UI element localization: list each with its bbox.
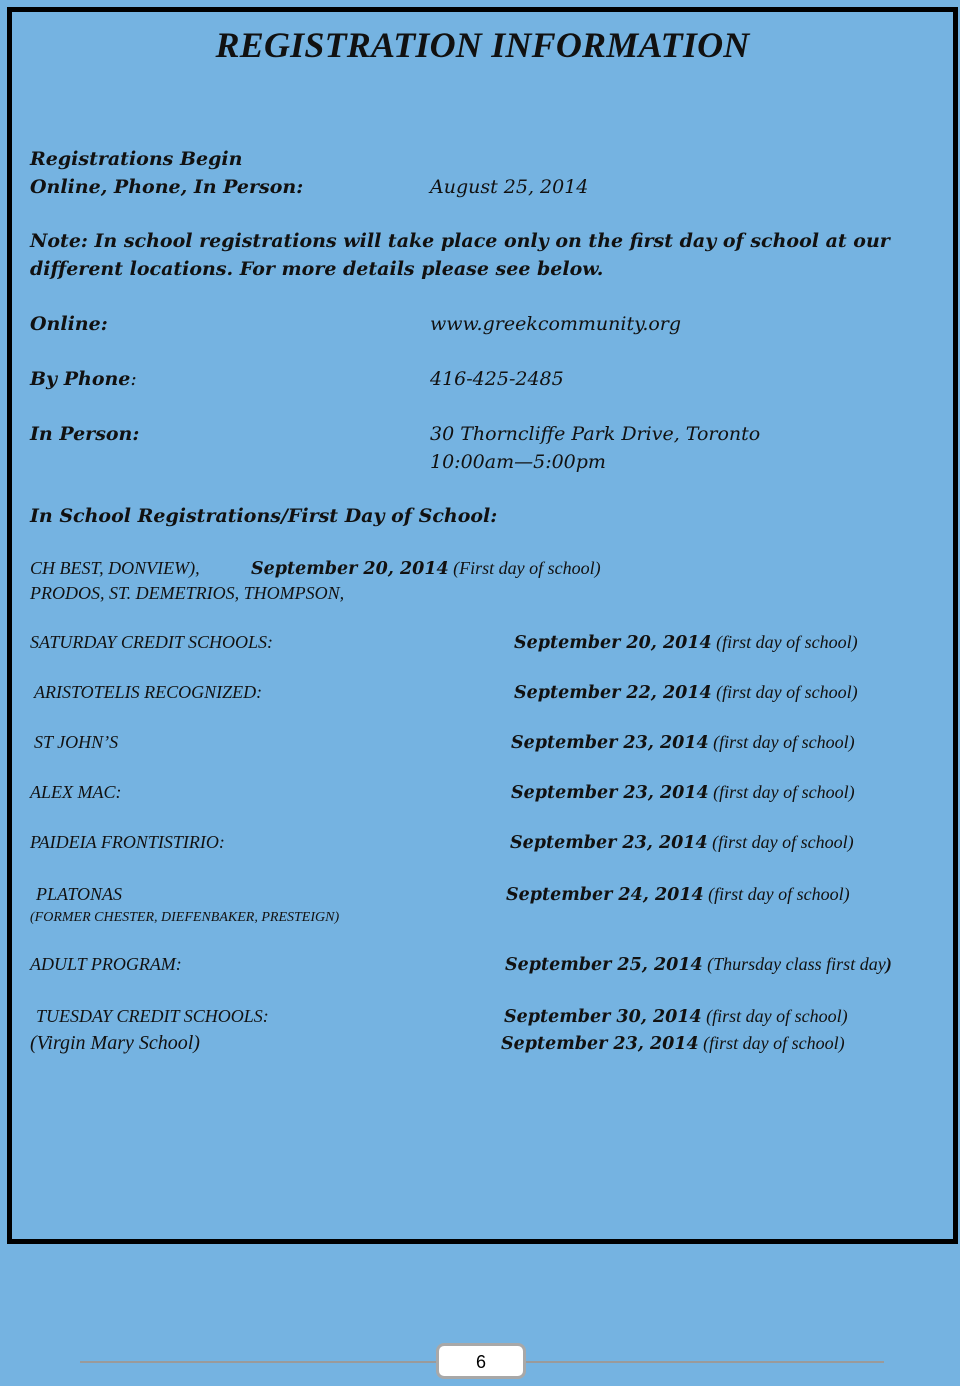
first-group-date: September 20, 2014 [251,559,449,579]
first-group-schools-line-2: PRODOS, ST. DEMETRIOS, THOMPSON, [30,583,345,603]
school-name: PAIDEIA FRONTISTIRIO: [30,832,225,852]
in-person-hours: 10:00am—5:00pm [430,451,606,473]
school-date: September 24, 2014 [506,885,704,905]
school-date-line [514,632,858,653]
school-note: (Thursday class first day [702,954,886,974]
first-group-date-line [251,558,601,579]
school-date: September 22, 2014 [514,683,712,703]
school-date: September 23, 2014 [511,783,709,803]
school-name: ST JOHN’S [34,732,119,752]
online-url[interactable]: www.greekcommunity.org [430,313,682,335]
registration-modes-label: Online, Phone, In Person: [30,176,304,198]
school-name: SATURDAY CREDIT SCHOOLS: [30,632,274,652]
in-person-label: In Person: [30,423,140,445]
school-date: September 23, 2014 [511,733,709,753]
school-former-names: (FORMER CHESTER, DIEFENBAKER, PRESTEIGN) [30,910,340,925]
school-name: PLATONAS [36,884,123,904]
first-group-schools-line-1: CH BEST, DONVIEW), [30,558,200,578]
phone-label [30,368,137,390]
school-date-line [506,884,850,905]
in-person-address: 30 Thorncliffe Park Drive, Toronto [430,423,761,445]
school-note: (first day of school) [711,632,858,652]
school-name: ADULT PROGRAM: [30,954,182,974]
school-name: ARISTOTELIS RECOGNIZED: [34,682,263,702]
online-label: Online: [30,313,108,335]
school-note: (first day of school) [707,832,854,852]
school-note: (first day of school) [708,782,855,802]
note-line-2: different locations. For more details please see below. [30,258,604,280]
school-note: (first day of school) [701,1006,848,1026]
page-number: 6 [436,1343,526,1379]
school-date: September 23, 2014 [510,833,708,853]
school-note: (first day of school) [711,682,858,702]
school-note: (first day of school) [708,732,855,752]
school-date: September 25, 2014 [505,955,703,975]
note-line-1: Note: In school registrations will take place only on the first day of school at our [30,230,890,252]
school-date-line [505,954,892,975]
school-date-line [501,1033,845,1054]
in-school-heading: In School Registrations/First Day of School: [30,505,498,527]
school-note: (first day of school) [698,1033,845,1053]
phone-number: 416-425-2485 [430,368,564,390]
first-group-note: (First day of school) [448,558,601,578]
registration-frame [7,7,958,1244]
school-date: September 23, 2014 [501,1034,699,1054]
school-note-closing: ) [885,954,892,974]
school-date-line [514,682,858,703]
school-date-line [511,782,855,803]
school-name: (Virgin Mary School) [30,1032,200,1054]
school-date-line [504,1006,848,1027]
school-date: September 20, 2014 [514,633,712,653]
school-name: ALEX MAC: [30,782,122,802]
school-name: TUESDAY CREDIT SCHOOLS: [36,1006,269,1026]
page-title: REGISTRATION INFORMATION [215,25,750,65]
phone-label-colon: : [130,368,137,390]
registrations-begin-label: Registrations Begin [30,148,243,170]
phone-label-text: By Phone [30,368,131,390]
school-note: (first day of school) [703,884,850,904]
school-date: September 30, 2014 [504,1007,702,1027]
school-date-line [511,732,855,753]
registration-start-date: August 25, 2014 [430,176,589,198]
school-date-line [510,832,854,853]
